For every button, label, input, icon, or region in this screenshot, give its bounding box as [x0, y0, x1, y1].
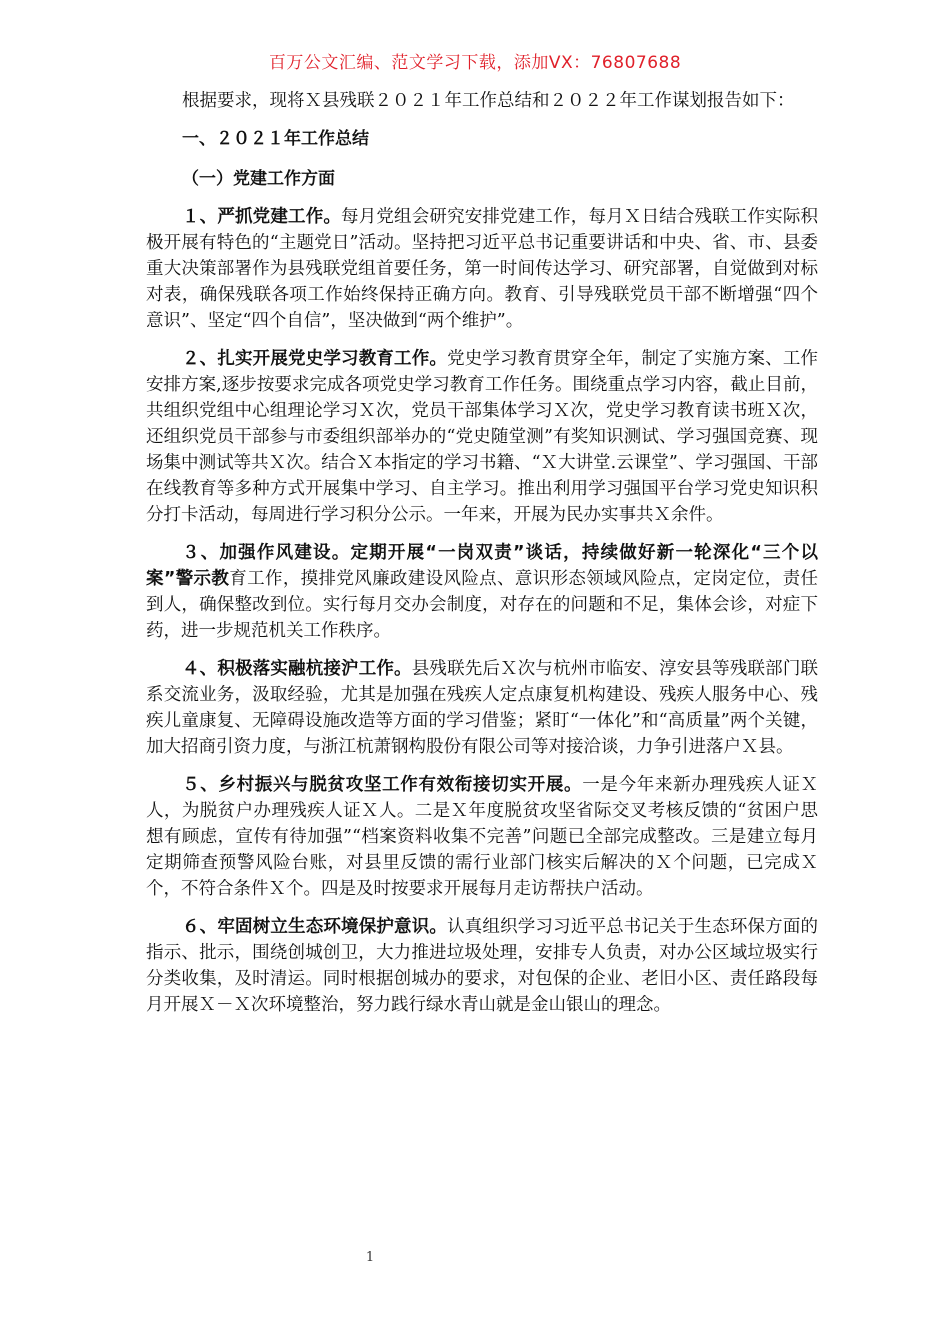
item-body-2: 党史学习教育贯穿全年，制定了实施方案、工作安排方案,逐步按要求完成各项党史学习教育工作任务。围绕重点学习内容，截止目前，共组织党组中心组理论学习Ｘ次，党员干部集体学习Ｘ次，党史学习教育读书班Ｘ次，还组织党员干部参与市委组织部举办的“党史随堂测”有奖知识测试、学习强国竞赛、现场集中测试等共Ｘ次。结合Ｘ本指定的学习书籍、“Ｘ大讲堂.云课堂”、学习强国、干部在线教育等多种方式开展集中学习、自主学习。推出利用学习强国平台学习党史知识积分打卡活动，每周进行学习积分公示。一年来，开展为民办实事共Ｘ余件。	[146, 349, 819, 525]
item-body-6: 认真组织学习习近平总书记关于生态环保方面的指示、批示，围绕创城创卫，大力推进垃圾处理，安排专人负责，对办公区域垃圾实行分类收集，及时清运。同时根据创城办的要求，对包保的企业、老旧小区、责任路段每月开展Ｘ－Ｘ次环境整治，努力践行绿水青山就是金山银山的理念。	[146, 917, 819, 1015]
page-number: 1	[365, 1250, 375, 1265]
header-banner: 百万公文汇编、范文学习下载，添加VX：76807688	[268, 53, 682, 73]
item-body-5: 一是今年来新办理残疾人证Ｘ人，为脱贫户办理残疾人证Ｘ人。二是Ｘ年度脱贫攻坚省际交叉考核反馈的“贫困户思想有顾虑，宣传有待加强”“档案资料收集不完善”问题已全部完成整改。三是建立每月定期筛查预警风险台账，对县里反馈的需行业部门核实后解决的Ｘ个问题，已完成Ｘ个，不符合条件Ｘ个。四是及时按要求开展每月走访帮扶户活动。	[146, 775, 819, 899]
item-paragraph-4	[146, 656, 818, 760]
item-paragraph-1	[146, 204, 818, 334]
item-body-1: 每月党组会研究安排党建工作，每月Ｘ日结合残联工作实际积极开展有特色的“主题党日”活动。坚持把习近平总书记重要讲话和中央、省、市、县委重大决策部署作为县残联党组首要任务，第一时间传达学习、研究部署，自觉做到对标对表，确保残联各项工作始终保持正确方向。教育、引导残联党员干部不断增强“四个意识”、坚定“四个自信”，坚决做到“两个维护”。	[146, 207, 819, 331]
subsection-heading: （一）党建工作方面	[182, 169, 335, 189]
document-body	[146, 88, 818, 1030]
item-paragraph-3	[146, 540, 818, 644]
item-lead-5: ５、乡村振兴与脱贫攻坚工作有效衔接切实开展。	[182, 775, 583, 795]
item-paragraph-6	[146, 914, 818, 1018]
item-paragraph-5	[146, 772, 818, 902]
intro-paragraph: 根据要求，现将Ｘ县残联２０２１年工作总结和２０２２年工作谋划报告如下：	[182, 91, 795, 111]
item-paragraph-2	[146, 346, 818, 528]
section-heading: 一、２０２１年工作总结	[182, 129, 369, 149]
item-body-4: 县残联先后Ｘ次与杭州市临安、淳安县等残联部门联系交流业务，汲取经验，尤其是加强在残疾人定点康复机构建设、残疾人服务中心、残疾儿童康复、无障碍设施改造等方面的学习借鉴；紧盯“一体化”和“高质量”两个关键，加大招商引资力度，与浙江杭萧钢构股份有限公司等对接洽谈，力争引进落户Ｘ县。	[146, 659, 819, 757]
item-lead-6: ６、牢固树立生态环境保护意识。	[182, 917, 448, 937]
item-lead-4: ４、积极落实融杭接沪工作。	[182, 659, 412, 679]
item-lead-2: ２、扎实开展党史学习教育工作。	[182, 349, 448, 369]
item-body-3: 育工作，摸排党风廉政建设风险点、意识形态领域风险点，定岗定位，责任到人，确保整改到位。实行每月交办会制度，对存在的问题和不足，集体会诊，对症下药，进一步规范机关工作秩序。	[146, 569, 818, 641]
item-lead-3: ３、加强作风建设。定期开展“一岗双责”谈话，持续做好新一轮深化“三个以案”警示教	[146, 543, 818, 589]
item-lead-1: １、严抓党建工作。	[182, 207, 342, 227]
